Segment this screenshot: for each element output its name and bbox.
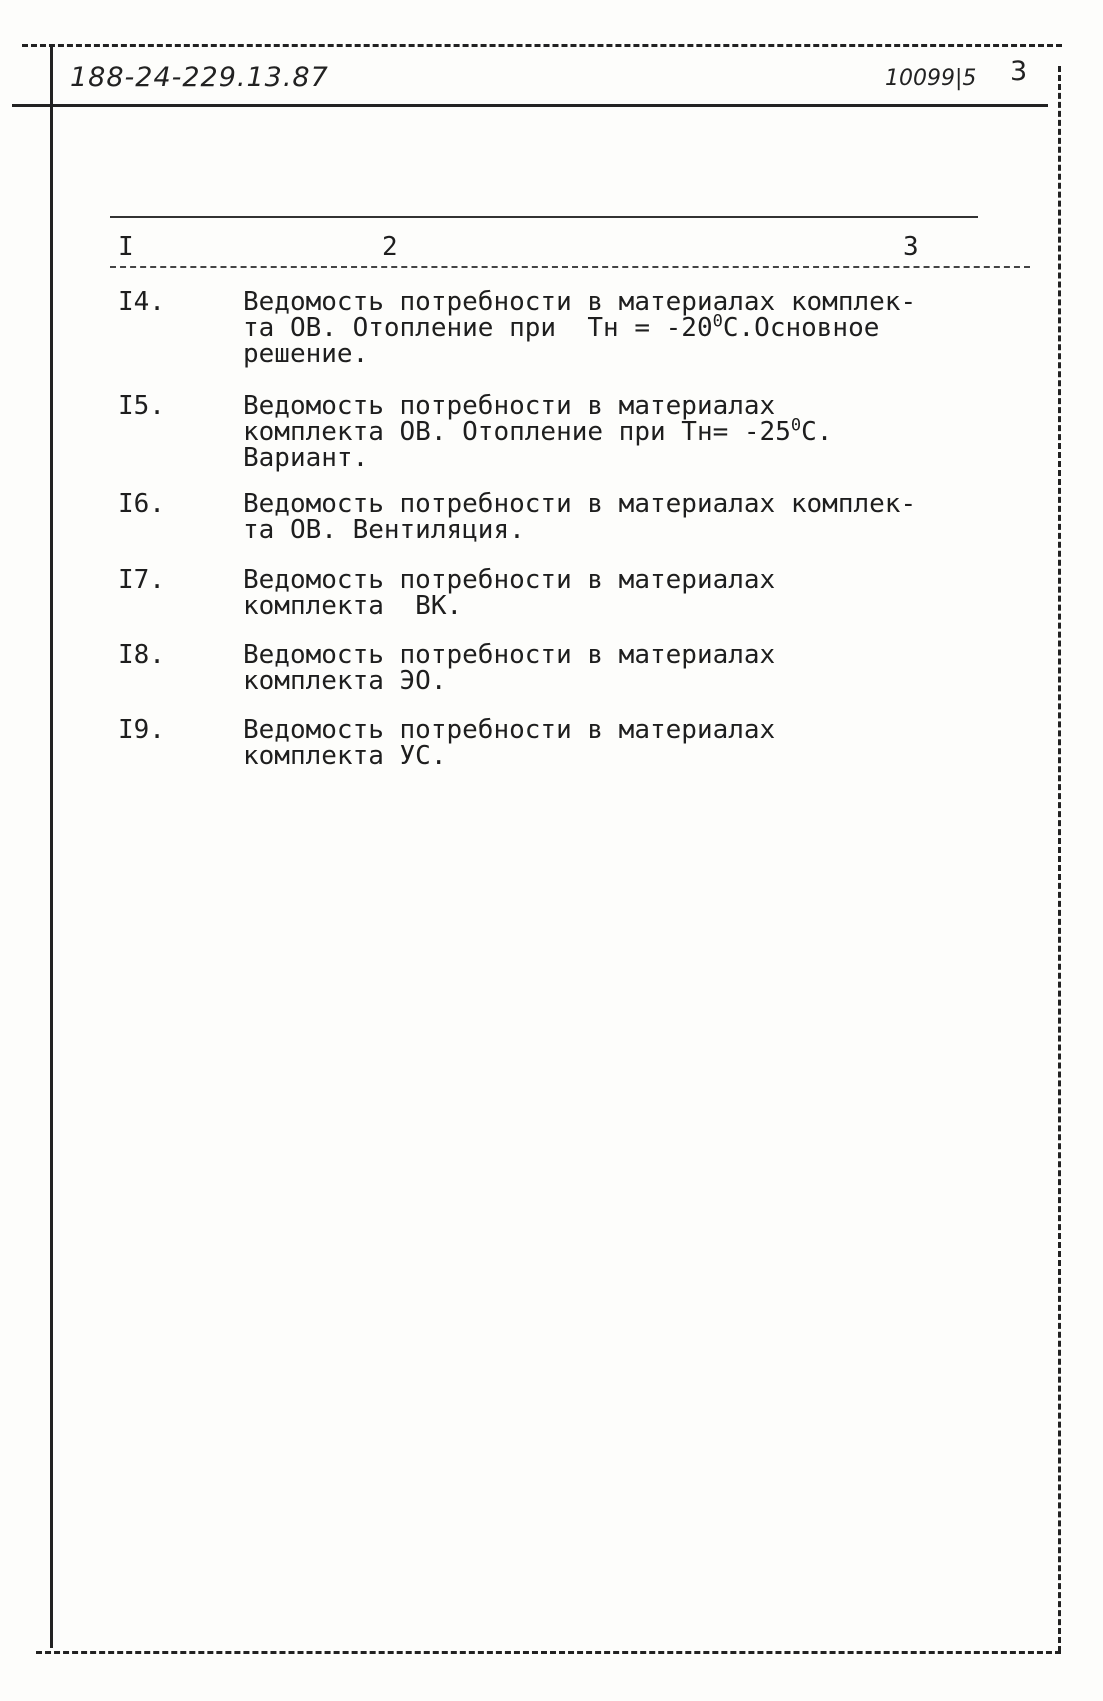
row-line	[243, 311, 943, 343]
row-line: решение.	[243, 339, 369, 369]
row-line: комплекта ВК.	[243, 591, 463, 621]
row-number: I5.	[118, 391, 165, 421]
row-line: Вариант.	[243, 443, 369, 473]
row-line-text: комплекта ОВ. Отопление при Тн= -25	[243, 417, 791, 447]
row-number: I6.	[118, 489, 165, 519]
row-description	[243, 393, 943, 471]
frame-bottom-line	[36, 1651, 1061, 1654]
page-number: 3	[1010, 56, 1028, 87]
table-header-rule	[110, 266, 1030, 268]
frame-left-line	[50, 44, 53, 1648]
row-description	[243, 567, 943, 619]
row-number: I9.	[118, 715, 165, 745]
column-header-3: 3	[903, 232, 919, 262]
document-code: 188-24-229.13.87	[70, 62, 329, 93]
table-top-rule	[110, 216, 978, 218]
row-line-tail: С.Основное	[722, 313, 880, 343]
row-number: I7.	[118, 565, 165, 595]
row-line: Ведомость потребности в материалах комплек-	[243, 287, 917, 317]
frame-top-line	[22, 44, 1062, 47]
row-description	[243, 289, 943, 367]
degree-mark: 0	[790, 415, 802, 436]
row-line	[243, 415, 943, 447]
row-line: комплекта УС.	[243, 741, 447, 771]
row-description	[243, 642, 943, 694]
row-number: I8.	[118, 640, 165, 670]
column-header-2: 2	[382, 232, 398, 262]
row-line: Ведомость потребности в материалах	[243, 391, 776, 421]
row-number: I4.	[118, 287, 165, 317]
row-line: Ведомость потребности в материалах	[243, 640, 776, 670]
column-header-1: I	[118, 232, 134, 262]
inventory-number: 10099|5	[885, 66, 977, 91]
row-line: Ведомость потребности в материалах	[243, 715, 776, 745]
row-line: комплекта ЭО.	[243, 666, 447, 696]
row-line: Ведомость потребности в материалах	[243, 565, 776, 595]
row-line-text: та ОВ. Отопление при Тн = -20	[243, 313, 713, 343]
degree-mark: 0	[712, 311, 723, 332]
row-description	[243, 717, 943, 769]
row-line: Ведомость потребности в материалах комплек-	[243, 489, 917, 519]
row-line: та ОВ. Вентиляция.	[243, 515, 525, 545]
header-divider	[12, 104, 1048, 107]
frame-right-line	[1058, 66, 1061, 1652]
row-line-tail: С.	[801, 417, 833, 447]
row-description	[243, 491, 943, 543]
